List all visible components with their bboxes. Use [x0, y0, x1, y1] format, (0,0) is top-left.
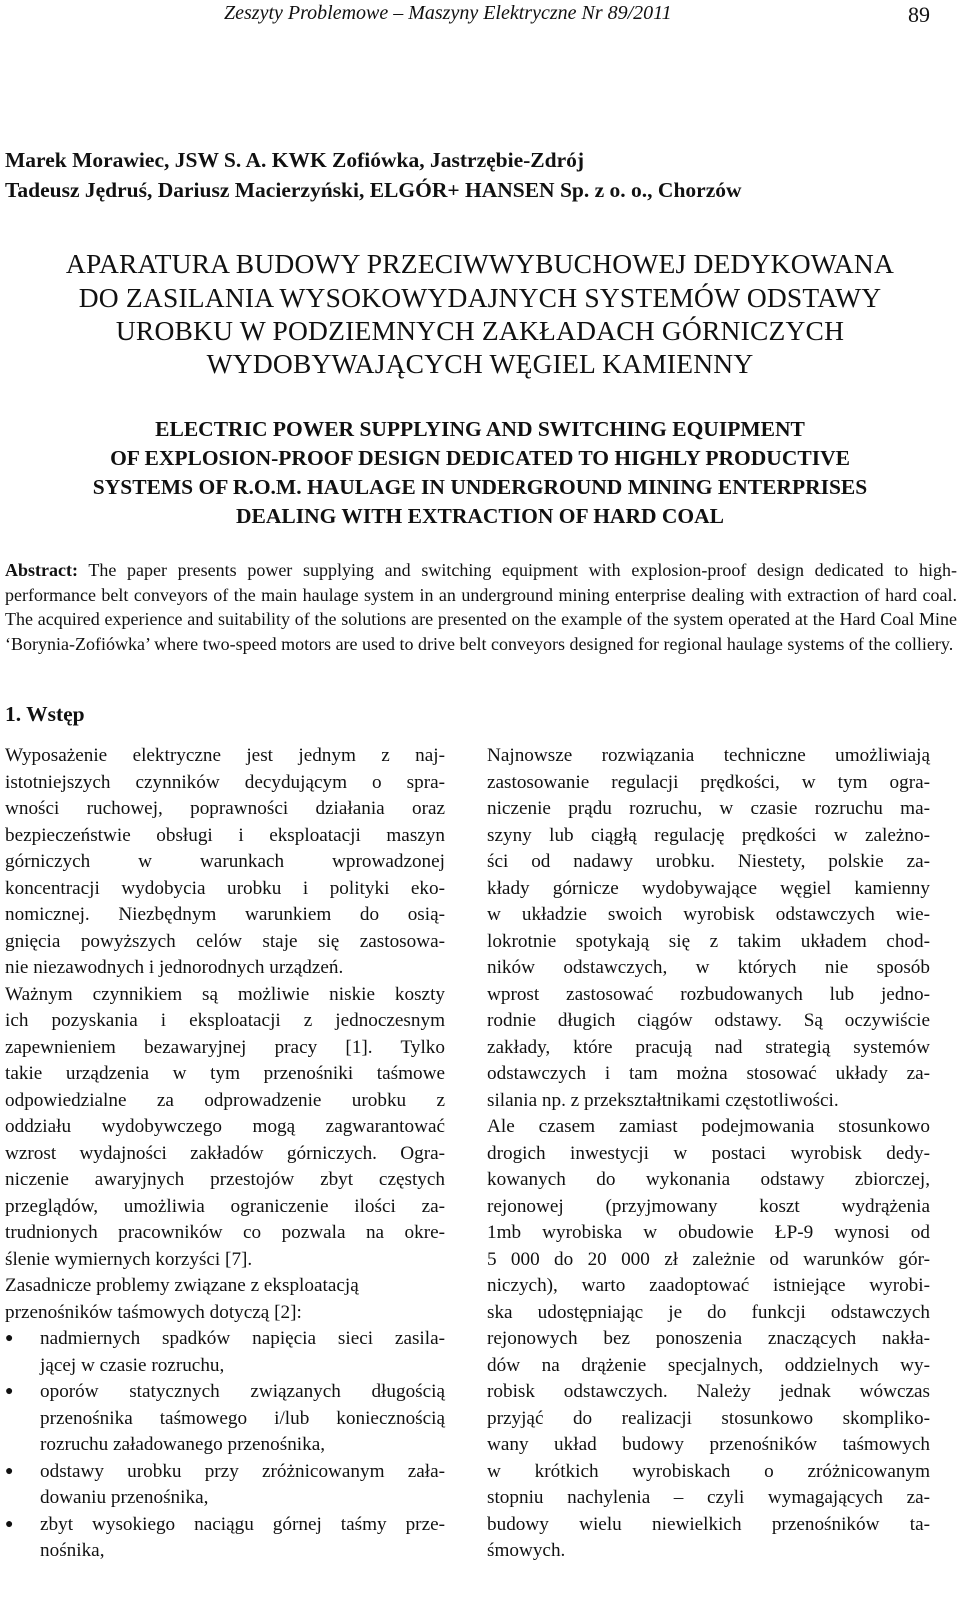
right-paragraph-line: drogich inwestycji w postaci wyrobisk dedy- — [487, 1142, 930, 1164]
bullet-item — [5, 1326, 445, 1379]
section-heading: 1. Wstęp — [5, 702, 85, 726]
right-paragraph-line: przyjąć do realizacji stosunkowo skompliko- — [487, 1407, 930, 1429]
left-paragraph-line: istotniejszych czynników decydującym o spra- — [5, 771, 445, 793]
bullet-line: przenośnika taśmowego i/lub koniecznością — [40, 1407, 445, 1429]
bullet-icon: ● — [5, 1384, 14, 1399]
right-paragraph-line: Ale czasem zamiast podejmowania stosunkowo — [487, 1116, 930, 1137]
right-paragraph-line: szyny lub ciągłą regulację prędkości w zależno- — [487, 824, 930, 846]
right-column — [487, 743, 930, 1565]
left-paragraph-line: przeglądów, umożliwia ograniczenie ilości za- — [5, 1195, 445, 1217]
title-en-line-2: OF EXPLOSION-PROOF DESIGN DEDICATED TO HIGHLY PRODUCTIVE — [110, 446, 850, 470]
left-paragraph-line: niczenie awaryjnych przestojów zbyt częstych — [5, 1169, 445, 1190]
title-en-line-4: DEALING WITH EXTRACTION OF HARD COAL — [236, 504, 724, 528]
abstract-text: The paper presents power supplying and switching equipment with explosion-proof design dedicated to high-performance belt conveyors of the main haulage system in an underground mining enterprise dealing with extraction of hard coal. The acquired experience and suitability of the solutions are presented on the example of the system operated at the Hard Coal Mine ‘Borynia-Zofiówka’ where two-speed motors are used to drive belt conveyors designed for regional haulage systems of the colliery. — [5, 560, 957, 654]
left-paragraph-line: odpowiedzialne za odprowadzenie urobku z — [5, 1089, 445, 1111]
left-paragraph-line: przenośników taśmowych dotyczą [2]: — [5, 1301, 302, 1323]
left-paragraph-line: ślenie wymiernych korzyści [7]. — [5, 1248, 253, 1270]
left-paragraph-line: nie niezawodnych i jednorodnych urządzeń. — [5, 957, 344, 978]
right-paragraph-line: w krótkich wyrobiskach o zróżnicowanym — [487, 1460, 930, 1482]
right-paragraph-line: silania np. z przekształtnikami częstotliwości. — [487, 1089, 839, 1111]
left-paragraph-line: ich pozyskania i eksploatacji z jednoczesnym — [5, 1010, 445, 1031]
right-paragraph-line: zakłady, które pracują nad strategią systemów — [487, 1036, 930, 1058]
right-paragraph-line: zastosowanie regulacji prędkości, w tym ogra- — [487, 771, 930, 793]
journal-header: Zeszyty Problemowe – Maszyny Elektryczne Nr 89/2011 — [224, 2, 672, 24]
right-paragraph-line: stopniu nachylenia – czyli wymagających za- — [487, 1487, 930, 1508]
right-paragraph-line: kowanych do wykonania odstawy zbiorczej, — [487, 1169, 930, 1190]
left-column — [5, 743, 445, 1565]
left-paragraph-line: gnięcia powyższych celów staje się zastosowa- — [5, 930, 445, 952]
bullet-line: jącej w czasie rozruchu, — [40, 1354, 225, 1376]
left-paragraph-line: koncentracji wydobycia urobku i polityki eko- — [5, 877, 445, 899]
left-paragraph-line: zapewnieniem bezawaryjnej pracy [1]. Tylko — [5, 1036, 445, 1058]
left-paragraph-line: takie urządzenia w tym przenośniki taśmowe — [5, 1063, 445, 1084]
right-paragraph-line: odstawczych i tam można stosować układy za- — [487, 1063, 930, 1084]
bullet-line: oporów statycznych związanych długością — [40, 1381, 445, 1402]
right-paragraph-line: budowy wielu niewielkich przenośników ta- — [487, 1513, 930, 1535]
right-paragraph-line: dów na drążenie specjalnych, oddzielnych wy- — [487, 1354, 930, 1376]
right-paragraph-line: ników odstawczych, w których nie sposób — [487, 957, 930, 978]
page-number: 89 — [908, 2, 930, 27]
title-pl-line-1: APARATURA BUDOWY PRZECIWWYBUCHOWEJ DEDYKOWANA — [65, 248, 895, 279]
left-paragraph-line: Zasadnicze problemy związane z eksploatacją — [5, 1275, 359, 1296]
title-pl-line-4: WYDOBYWAJĄCYCH WĘGIEL KAMIENNY — [206, 348, 754, 379]
bullet-icon: ● — [5, 1331, 14, 1346]
right-paragraph-line: ska udostępniając je do funkcji odstawczych — [487, 1301, 930, 1323]
right-paragraph-line: niczenie prądu rozruchu, w czasie rozruchu ma- — [487, 798, 930, 819]
right-paragraph-line: rejonowej (przyjmowany koszt wydrążenia — [487, 1195, 930, 1217]
title-pl-line-3: UROBKU W PODZIEMNYCH ZAKŁADACH GÓRNICZYCH — [115, 315, 845, 346]
abstract-label: Abstract: — [5, 560, 78, 580]
right-paragraph-line: niczych), warto zaadoptować istniejące wyrobi- — [487, 1275, 930, 1296]
left-paragraph-line: wzrost wydajności zakładów górniczych. Ogra- — [5, 1142, 445, 1164]
bullet-item — [5, 1512, 445, 1565]
right-paragraph-line: śmowych. — [487, 1540, 566, 1561]
right-paragraph-line: w układzie swoich wyrobisk odstawczych wie- — [487, 904, 930, 925]
right-paragraph-line: wany układ budowy przenośników taśmowych — [487, 1434, 930, 1455]
right-paragraph-line: rodnie długich ciągów odstawy. Są oczywiście — [487, 1010, 930, 1031]
bullet-icon: ● — [5, 1516, 14, 1532]
bullet-line: odstawy urobku przy zróżnicowanym zała- — [40, 1460, 445, 1482]
title-pl-line-2: DO ZASILANIA WYSOKOWYDAJNYCH SYSTEMÓW ODSTAWY — [78, 282, 882, 313]
right-paragraph-line: Najnowsze rozwiązania techniczne umożliwiają — [487, 745, 930, 766]
bullet-item — [5, 1379, 445, 1459]
abstract — [5, 558, 957, 656]
right-paragraph-line: 5 000 do 20 000 zł zależnie od warunków gór- — [487, 1248, 930, 1270]
left-paragraph-line: wności ruchowej, poprawności działania oraz — [5, 798, 445, 819]
right-paragraph-line: wprost zastosować rozbudowanych lub jedno- — [487, 983, 930, 1005]
left-paragraph-line: bezpieczeństwie obsługi i eksploatacji maszyn — [5, 824, 445, 846]
author-line-2: Tadeusz Jędruś, Dariusz Macierzyński, ELGÓR+ HANSEN Sp. z o. o., Chorzów — [5, 178, 742, 202]
right-paragraph-line: rejonowych bez ponoszenia znaczących nakła- — [487, 1328, 930, 1349]
bullet-line: zbyt wysokiego naciągu górnej taśmy prze- — [40, 1513, 445, 1535]
right-paragraph-line: ści od nadawy urobku. Niestety, polskie za- — [487, 851, 930, 872]
bullet-line: nośnika, — [40, 1540, 105, 1561]
left-paragraph-line: górniczych w warunkach wprowadzonej — [5, 851, 445, 872]
right-paragraph-line: 1mb wyrobiska w obudowie ŁP-9 wynosi od — [487, 1222, 930, 1243]
left-paragraph-line: trudnionych pracowników co pozwala na okre- — [5, 1222, 445, 1243]
left-paragraph-line: oddziału wydobywczego mogą zagwarantować — [5, 1116, 445, 1137]
bullet-icon: ● — [5, 1463, 14, 1479]
bullet-line: dowaniu przenośnika, — [40, 1487, 209, 1508]
author-line-1: Marek Morawiec, JSW S. A. KWK Zofiówka, Jastrzębie-Zdrój — [5, 148, 585, 172]
bullet-item — [5, 1459, 445, 1512]
title-en-line-3: SYSTEMS OF R.O.M. HAULAGE IN UNDERGROUND MINING ENTERPRISES — [92, 475, 868, 499]
title-en-line-1: ELECTRIC POWER SUPPLYING AND SWITCHING EQUIPMENT — [155, 417, 805, 441]
left-paragraph-line: nomicznej. Niezbędnym warunkiem do osią- — [5, 904, 445, 925]
right-paragraph-line: lokrotnie spotykają się z takim układem chod- — [487, 930, 930, 952]
right-paragraph-line: kłady górnicze wydobywające węgiel kamienny — [487, 877, 930, 899]
bullet-line: rozruchu załadowanego przenośnika, — [40, 1434, 326, 1455]
right-paragraph-line: robisk odstawczych. Należy jednak wówczas — [487, 1381, 930, 1402]
bullet-line: nadmiernych spadków napięcia sieci zasila- — [40, 1328, 445, 1349]
left-paragraph-line: Wyposażenie elektryczne jest jednym z naj- — [5, 745, 445, 766]
left-paragraph-line: Ważnym czynnikiem są możliwie niskie koszty — [5, 983, 445, 1005]
